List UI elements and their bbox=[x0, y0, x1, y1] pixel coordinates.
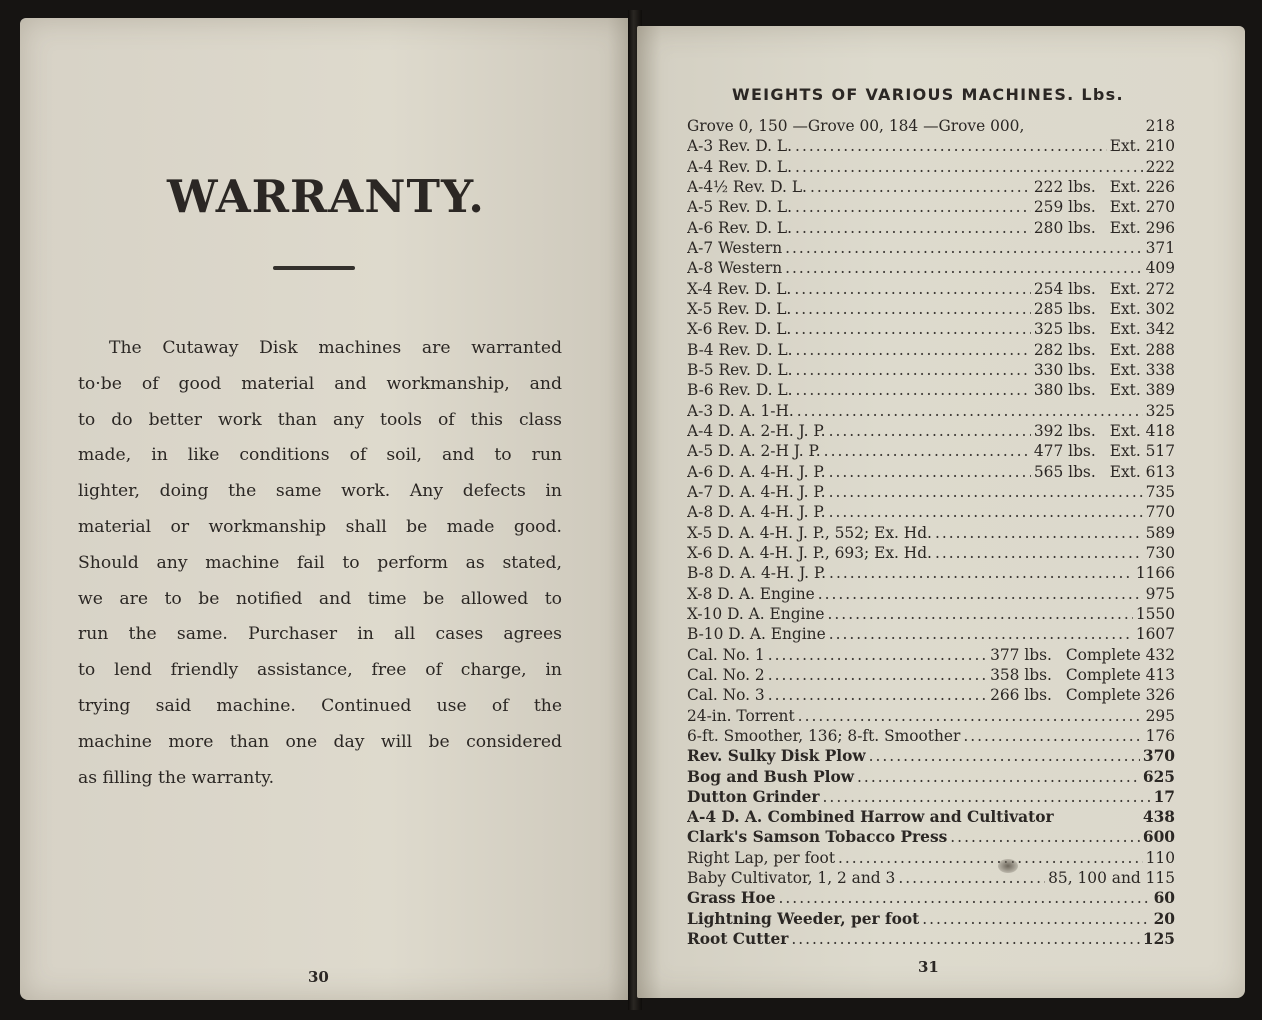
table-row bbox=[687, 909, 1175, 929]
table-row bbox=[687, 136, 1175, 156]
machine-name: Clark's Samson Tobacco Press bbox=[687, 828, 948, 847]
table-row bbox=[687, 502, 1175, 522]
machine-name: A-4 D. A. 2-H. J. P. bbox=[687, 421, 826, 440]
table-row bbox=[687, 827, 1175, 847]
base-weight: 358 lbs. bbox=[990, 665, 1052, 684]
leader-dots bbox=[794, 279, 1031, 299]
weight-value: 371 bbox=[1145, 238, 1175, 257]
leader-dots bbox=[795, 136, 1107, 156]
leader-dots bbox=[794, 319, 1031, 339]
table-row bbox=[687, 787, 1175, 807]
left-page bbox=[20, 18, 632, 1000]
warranty-line: as filling the warranty. bbox=[78, 767, 275, 788]
table-row bbox=[687, 767, 1175, 787]
weight-value: 60 bbox=[1153, 889, 1175, 908]
weight-value: Ext. 296 bbox=[1109, 218, 1175, 237]
table-row bbox=[687, 543, 1175, 563]
machine-name: Lightning Weeder, per foot bbox=[687, 909, 920, 928]
base-weight: 392 lbs. bbox=[1033, 421, 1096, 440]
leader-dots bbox=[829, 462, 1031, 482]
table-row bbox=[687, 116, 1175, 136]
table-row bbox=[687, 401, 1175, 421]
weight-value: Ext. 302 bbox=[1109, 299, 1175, 318]
page-number-left: 30 bbox=[308, 968, 329, 986]
leader-dots bbox=[818, 584, 1143, 604]
base-weight: 222 lbs. bbox=[1033, 177, 1096, 196]
table-row bbox=[687, 421, 1175, 441]
warranty-line: The Cutaway Disk machines are warranted bbox=[109, 338, 562, 358]
machine-name: Cal. No. 3 bbox=[687, 686, 765, 705]
table-row bbox=[687, 218, 1175, 238]
machine-name: A-3 Rev. D. L. bbox=[687, 137, 793, 156]
warranty-text bbox=[78, 331, 562, 796]
table-row bbox=[687, 848, 1175, 868]
weight-value: 295 bbox=[1145, 706, 1175, 725]
leader-dots bbox=[828, 604, 1133, 624]
leader-dots bbox=[796, 380, 1031, 400]
table-row bbox=[687, 462, 1175, 482]
leader-dots bbox=[785, 238, 1142, 258]
table-row bbox=[687, 706, 1175, 726]
leader-dots bbox=[796, 360, 1031, 380]
machine-name: A-4 Rev. D. L. bbox=[687, 157, 793, 176]
machine-name: X-8 D. A. Engine bbox=[687, 584, 815, 603]
warranty-line: trying said machine. Continued use of the bbox=[78, 695, 562, 716]
warranty-line: to do better work than any tools of this class bbox=[78, 409, 562, 430]
machine-name: A-4½ Rev. D. L. bbox=[687, 177, 807, 196]
weight-value: 730 bbox=[1145, 543, 1175, 562]
machine-name: X-6 Rev. D. L. bbox=[687, 320, 792, 339]
table-row bbox=[687, 380, 1175, 400]
leader-dots bbox=[829, 502, 1143, 522]
table-row bbox=[687, 523, 1175, 543]
leader-dots bbox=[795, 218, 1031, 238]
weight-value: 125 bbox=[1142, 930, 1175, 949]
weight-value: 589 bbox=[1145, 523, 1175, 542]
base-weight: 380 lbs. bbox=[1033, 381, 1096, 400]
table-row bbox=[687, 604, 1175, 624]
table-row bbox=[687, 157, 1175, 177]
machine-name: B-10 D. A. Engine bbox=[687, 625, 826, 644]
weight-value: Ext. 338 bbox=[1109, 360, 1175, 379]
weights-table bbox=[687, 116, 1175, 949]
base-weight: 325 lbs. bbox=[1033, 320, 1096, 339]
table-row bbox=[687, 624, 1175, 644]
machine-name: A-7 Western bbox=[687, 238, 783, 257]
machine-name: A-8 D. A. 4-H. J. P. bbox=[687, 503, 826, 522]
machine-name: X-5 D. A. 4-H. J. P., 552; Ex. Hd. bbox=[687, 523, 932, 542]
leader-dots bbox=[823, 787, 1151, 807]
leader-dots bbox=[935, 523, 1143, 543]
weight-value: Complete 413 bbox=[1065, 665, 1175, 684]
machine-name: B-8 D. A. 4-H. J. P. bbox=[687, 564, 827, 583]
table-row bbox=[687, 441, 1175, 461]
leader-dots bbox=[794, 299, 1031, 319]
weight-value: Ext. 210 bbox=[1109, 137, 1175, 156]
table-row bbox=[687, 888, 1175, 908]
leader-dots bbox=[785, 258, 1142, 278]
leader-dots bbox=[810, 177, 1031, 197]
base-weight: 477 lbs. bbox=[1033, 442, 1096, 461]
base-weight: 330 lbs. bbox=[1033, 360, 1096, 379]
base-weight: 565 lbs. bbox=[1033, 462, 1096, 481]
leader-dots bbox=[869, 746, 1140, 766]
table-row bbox=[687, 258, 1175, 278]
base-weight: 282 lbs. bbox=[1033, 340, 1096, 359]
weight-value: Ext. 389 bbox=[1109, 381, 1175, 400]
table-row bbox=[687, 340, 1175, 360]
warranty-line: we are to be notified and time be allowed to bbox=[78, 588, 562, 609]
weight-value: 20 bbox=[1153, 909, 1175, 928]
leader-dots bbox=[779, 888, 1151, 908]
base-weight: 254 lbs. bbox=[1033, 279, 1096, 298]
weight-value: 110 bbox=[1145, 848, 1175, 867]
base-weight: 285 lbs. bbox=[1033, 299, 1096, 318]
weight-value: 735 bbox=[1145, 482, 1175, 501]
leader-dots bbox=[963, 726, 1142, 746]
weight-value: 222 bbox=[1145, 157, 1175, 176]
machine-name: X-10 D. A. Engine bbox=[687, 604, 825, 623]
leader-dots bbox=[795, 197, 1031, 217]
warranty-line: made, in like conditions of soil, and to run bbox=[78, 445, 562, 466]
weight-value: 176 bbox=[1145, 726, 1175, 745]
machine-name: X-6 D. A. 4-H. J. P., 693; Ex. Hd. bbox=[687, 543, 932, 562]
machine-name: A-6 Rev. D. L. bbox=[687, 218, 793, 237]
leader-dots bbox=[838, 848, 1143, 868]
leader-dots bbox=[798, 706, 1143, 726]
warranty-line: run the same. Purchaser in all cases agrees bbox=[78, 624, 562, 645]
weight-value: Ext. 270 bbox=[1109, 198, 1175, 217]
weight-value: Ext. 418 bbox=[1109, 421, 1175, 440]
machine-name: A-6 D. A. 4-H. J. P. bbox=[687, 462, 826, 481]
machine-name: A-3 D. A. 1-H. bbox=[687, 401, 794, 420]
machine-name: Cal. No. 2 bbox=[687, 665, 765, 684]
machine-name: A-5 Rev. D. L. bbox=[687, 198, 793, 217]
weight-value: Ext. 613 bbox=[1109, 462, 1175, 481]
table-row bbox=[687, 279, 1175, 299]
weight-value: 409 bbox=[1145, 259, 1175, 278]
table-row bbox=[687, 299, 1175, 319]
table-row bbox=[687, 665, 1175, 685]
table-row bbox=[687, 645, 1175, 665]
machine-name: B-5 Rev. D. L. bbox=[687, 360, 793, 379]
leader-dots bbox=[950, 827, 1140, 847]
machine-name: B-6 Rev. D. L. bbox=[687, 381, 793, 400]
weight-value: 17 bbox=[1153, 787, 1175, 806]
machine-name: Baby Cultivator, 1, 2 and 3 bbox=[687, 869, 896, 888]
weight-value: 600 bbox=[1142, 828, 1175, 847]
machine-name: B-4 Rev. D. L. bbox=[687, 340, 793, 359]
weight-value: 325 bbox=[1145, 401, 1175, 420]
table-row bbox=[687, 563, 1175, 583]
leader-dots bbox=[829, 421, 1031, 441]
leader-dots bbox=[829, 482, 1143, 502]
page-number-right: 31 bbox=[918, 958, 939, 976]
weight-value: 1166 bbox=[1135, 564, 1175, 583]
table-row bbox=[687, 482, 1175, 502]
machine-name: Grove 0, 150 —Grove 00, 184 —Grove 000, bbox=[687, 117, 1025, 135]
weight-value: 1550 bbox=[1135, 604, 1175, 623]
table-row bbox=[687, 584, 1175, 604]
leader-dots bbox=[857, 767, 1140, 787]
weights-title: WEIGHTS OF VARIOUS MACHINES. Lbs. bbox=[732, 85, 1124, 104]
machine-name: Grass Hoe bbox=[687, 889, 776, 908]
machine-name: Cal. No. 1 bbox=[687, 645, 765, 664]
leader-dots bbox=[768, 685, 987, 705]
weight-value: Complete 432 bbox=[1065, 645, 1175, 664]
table-row bbox=[687, 868, 1175, 888]
machine-name: A-8 Western bbox=[687, 259, 783, 278]
warranty-line: Should any machine fail to perform as stated, bbox=[78, 552, 562, 573]
weight-value: Complete 326 bbox=[1065, 686, 1175, 705]
warranty-line: material or workmanship shall be made good. bbox=[78, 516, 562, 537]
leader-dots bbox=[797, 401, 1143, 421]
weight-value: 438 bbox=[1142, 808, 1175, 827]
table-row bbox=[687, 360, 1175, 380]
leader-dots bbox=[829, 563, 1133, 583]
base-weight: 266 lbs. bbox=[990, 686, 1052, 705]
table-row bbox=[687, 177, 1175, 197]
table-row bbox=[687, 807, 1175, 827]
weight-value: Ext. 517 bbox=[1109, 442, 1175, 461]
base-weight: 377 lbs. bbox=[990, 645, 1052, 664]
right-page bbox=[637, 26, 1245, 998]
leader-dots bbox=[922, 909, 1150, 929]
machine-name: A-5 D. A. 2-H J. P. bbox=[687, 442, 821, 461]
table-row bbox=[687, 746, 1175, 766]
title-rule bbox=[273, 266, 355, 270]
weight-value: Ext. 272 bbox=[1109, 279, 1175, 298]
warranty-line: machine more than one day will be considered bbox=[78, 731, 562, 752]
base-weight: 280 lbs. bbox=[1033, 218, 1096, 237]
warranty-line: to lend friendly assistance, free of charge, in bbox=[78, 660, 562, 681]
warranty-line: lighter, doing the same work. Any defects in bbox=[78, 481, 562, 502]
machine-name: Root Cutter bbox=[687, 930, 789, 949]
leader-dots bbox=[795, 157, 1143, 177]
base-weight: 259 lbs. bbox=[1033, 198, 1096, 217]
machine-name: X-4 Rev. D. L. bbox=[687, 279, 792, 298]
paper-stain bbox=[998, 859, 1018, 873]
weight-value: 770 bbox=[1145, 503, 1175, 522]
machine-name: 24-in. Torrent bbox=[687, 706, 795, 725]
leader-dots bbox=[829, 624, 1133, 644]
machine-name: Rev. Sulky Disk Plow bbox=[687, 747, 866, 766]
machine-name: Dutton Grinder bbox=[687, 787, 820, 806]
weight-value: 85, 100 and 115 bbox=[1048, 869, 1175, 888]
machine-name: A-7 D. A. 4-H. J. P. bbox=[687, 482, 826, 501]
weight-value: 1607 bbox=[1135, 625, 1175, 644]
weight-value: 625 bbox=[1142, 767, 1175, 786]
weight-value: Ext. 288 bbox=[1109, 340, 1175, 359]
machine-name: Bog and Bush Plow bbox=[687, 767, 855, 786]
leader-dots bbox=[935, 543, 1143, 563]
machine-name: A-4 D. A. Combined Harrow and Cultivator bbox=[687, 808, 1054, 827]
weight-value: 218 bbox=[1145, 117, 1175, 135]
table-row bbox=[687, 726, 1175, 746]
table-row bbox=[687, 197, 1175, 217]
machine-name: 6-ft. Smoother, 136; 8-ft. Smoother bbox=[687, 726, 961, 745]
machine-name: Right Lap, per foot bbox=[687, 848, 836, 867]
table-row bbox=[687, 929, 1175, 949]
leader-dots bbox=[791, 929, 1140, 949]
table-row bbox=[687, 238, 1175, 258]
weight-value: Ext. 342 bbox=[1109, 320, 1175, 339]
leader-dots bbox=[824, 441, 1031, 461]
warranty-line: to·be of good material and workmanship, and bbox=[78, 373, 562, 394]
warranty-title: WARRANTY. bbox=[167, 170, 485, 223]
leader-dots bbox=[768, 665, 987, 685]
table-row bbox=[687, 685, 1175, 705]
weight-value: Ext. 226 bbox=[1109, 177, 1175, 196]
leader-dots bbox=[898, 868, 1045, 888]
table-row bbox=[687, 319, 1175, 339]
leader-dots bbox=[768, 645, 987, 665]
leader-dots bbox=[796, 340, 1031, 360]
weight-value: 975 bbox=[1145, 584, 1175, 603]
machine-name: X-5 Rev. D. L. bbox=[687, 299, 792, 318]
weight-value: 370 bbox=[1142, 747, 1175, 766]
